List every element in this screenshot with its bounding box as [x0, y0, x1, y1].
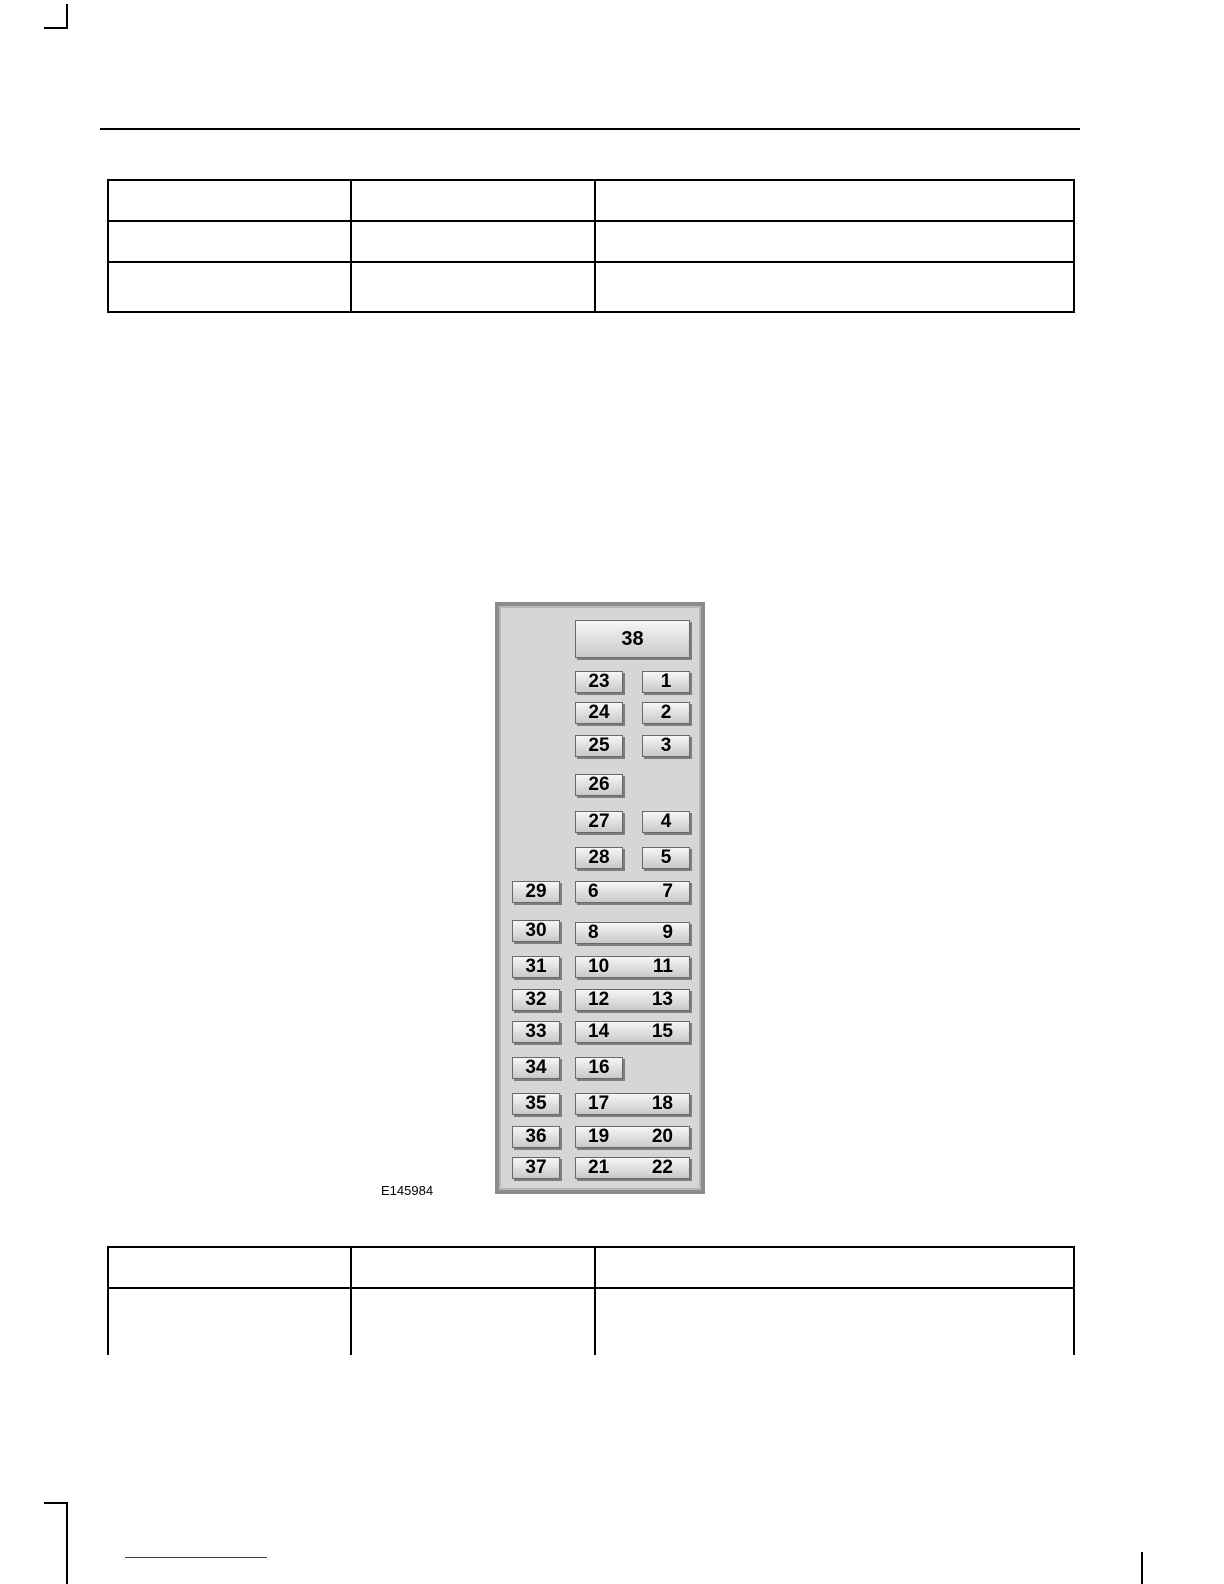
table-cell [108, 1288, 351, 1355]
crop-mark-bottom-left-horizontal [44, 1502, 68, 1504]
crop-mark-top-left-vertical [66, 4, 68, 28]
table-cell [108, 262, 351, 312]
footer-link-underline[interactable] [125, 1557, 267, 1558]
fuse-6-7: 6 7 [575, 881, 690, 903]
fuse-36: 36 [512, 1126, 560, 1148]
table-row [108, 180, 1074, 221]
fuse-3: 3 [642, 735, 690, 757]
table-cell [351, 1247, 595, 1288]
fuse-panel-diagram [495, 602, 705, 1194]
table-cell [351, 221, 595, 262]
crop-mark-bottom-left-vertical [66, 1502, 68, 1584]
figure-code: E145984 [381, 1183, 434, 1198]
fuse-23: 23 [575, 671, 623, 693]
table-cell [595, 180, 1074, 221]
fuse-17-18: 17 18 [575, 1093, 690, 1115]
table-row [108, 262, 1074, 312]
table-cell [351, 1288, 595, 1355]
crop-mark-top-left-horizontal [44, 27, 68, 29]
crop-mark-bottom-right-vertical [1141, 1552, 1143, 1584]
fuse-27: 27 [575, 811, 623, 833]
table-row [108, 221, 1074, 262]
table-cell [108, 221, 351, 262]
fuse-33: 33 [512, 1021, 560, 1043]
table-cell [351, 180, 595, 221]
table-cell [108, 1247, 351, 1288]
fuse-16: 16 [575, 1057, 623, 1079]
header-rule [100, 128, 1080, 130]
fuse-37: 37 [512, 1157, 560, 1179]
fuse-35: 35 [512, 1093, 560, 1115]
fuse-14-15: 14 15 [575, 1021, 690, 1043]
fuse-31: 31 [512, 956, 560, 978]
table-row [108, 1247, 1074, 1288]
fuse-4: 4 [642, 811, 690, 833]
table-cell [595, 262, 1074, 312]
fuse-32: 32 [512, 989, 560, 1011]
fuse-8-9: 8 9 [575, 922, 690, 944]
fuse-table-bottom [107, 1246, 1075, 1355]
fuse-2: 2 [642, 702, 690, 724]
fuse-25: 25 [575, 735, 623, 757]
fuse-19-20: 19 20 [575, 1126, 690, 1148]
table-row [108, 1288, 1074, 1355]
table-cell [108, 180, 351, 221]
fuse-21-22: 21 22 [575, 1157, 690, 1179]
fuse-12-13: 12 13 [575, 989, 690, 1011]
fuse-34: 34 [512, 1057, 560, 1079]
table-cell [595, 221, 1074, 262]
fuse-30: 30 [512, 920, 560, 942]
fuse-29: 29 [512, 881, 560, 903]
fuse-table-top [107, 179, 1075, 313]
fuse-38: 38 [575, 620, 690, 658]
table-cell [351, 262, 595, 312]
table-cell [595, 1247, 1074, 1288]
fuse-28: 28 [575, 847, 623, 869]
fuse-26: 26 [575, 774, 623, 796]
fuse-1: 1 [642, 671, 690, 693]
fuse-24: 24 [575, 702, 623, 724]
fuse-10-11: 10 11 [575, 956, 690, 978]
table-cell [595, 1288, 1074, 1355]
fuse-5: 5 [642, 847, 690, 869]
